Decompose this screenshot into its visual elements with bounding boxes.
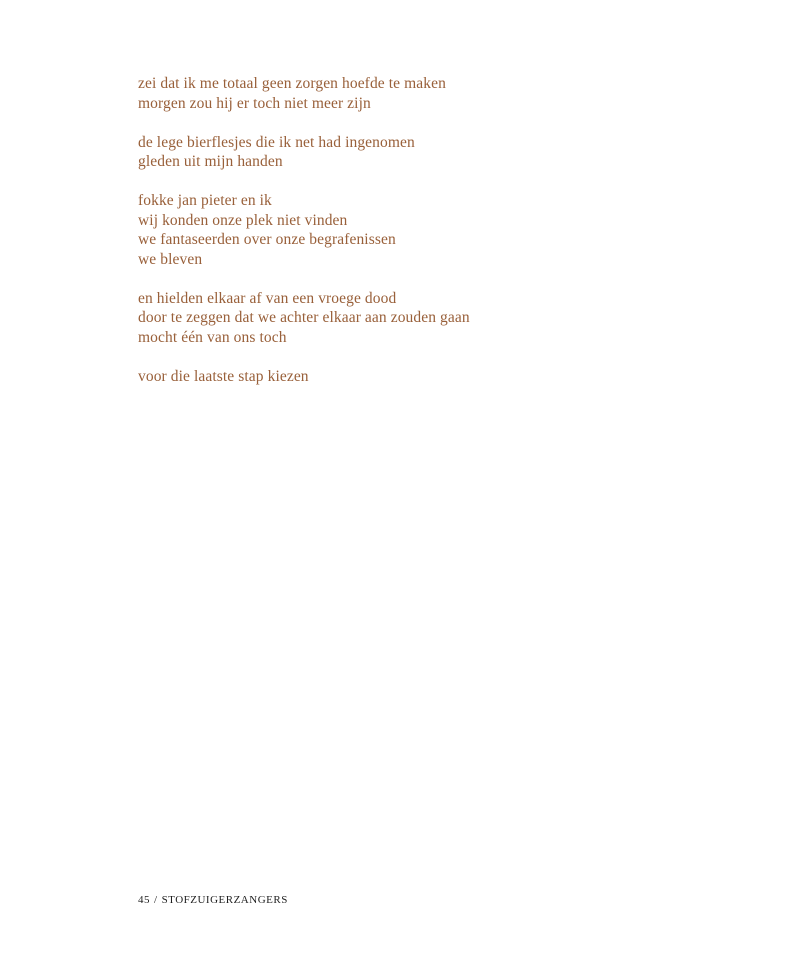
poem-stanza bbox=[138, 367, 470, 387]
poem-line: zei dat ik me totaal geen zorgen hoefde te maken bbox=[138, 75, 446, 92]
page-number: 45 bbox=[138, 894, 150, 906]
poem-stanza bbox=[138, 74, 470, 113]
page-footer bbox=[138, 894, 288, 907]
footer-separator: / bbox=[154, 894, 158, 906]
poem-stanza bbox=[138, 191, 470, 269]
poem-line: we fantaseerden over onze begrafenissen bbox=[138, 231, 396, 248]
poem-line: wij konden onze plek niet vinden bbox=[138, 211, 348, 229]
poem bbox=[138, 74, 470, 406]
poem-stanza bbox=[138, 133, 470, 172]
poem-line: we bleven bbox=[138, 250, 203, 268]
poem-line: gleden uit mijn handen bbox=[138, 153, 283, 170]
poem-line: en hielden elkaar af van een vroege dood bbox=[138, 289, 397, 307]
poem-line: fokke jan pieter en ik bbox=[138, 192, 272, 209]
poem-line: mocht één van ons toch bbox=[138, 328, 287, 346]
poem-line: morgen zou hij er toch niet meer zijn bbox=[138, 94, 371, 112]
book-title: STOFZUIGERZANGERS bbox=[161, 894, 288, 906]
poem-line: door te zeggen dat we achter elkaar aan zouden gaan bbox=[138, 309, 470, 326]
poem-line: voor die laatste stap kiezen bbox=[138, 367, 309, 385]
poem-stanza bbox=[138, 289, 470, 348]
poem-line: de lege bierflesjes die ik net had ingenomen bbox=[138, 133, 415, 151]
